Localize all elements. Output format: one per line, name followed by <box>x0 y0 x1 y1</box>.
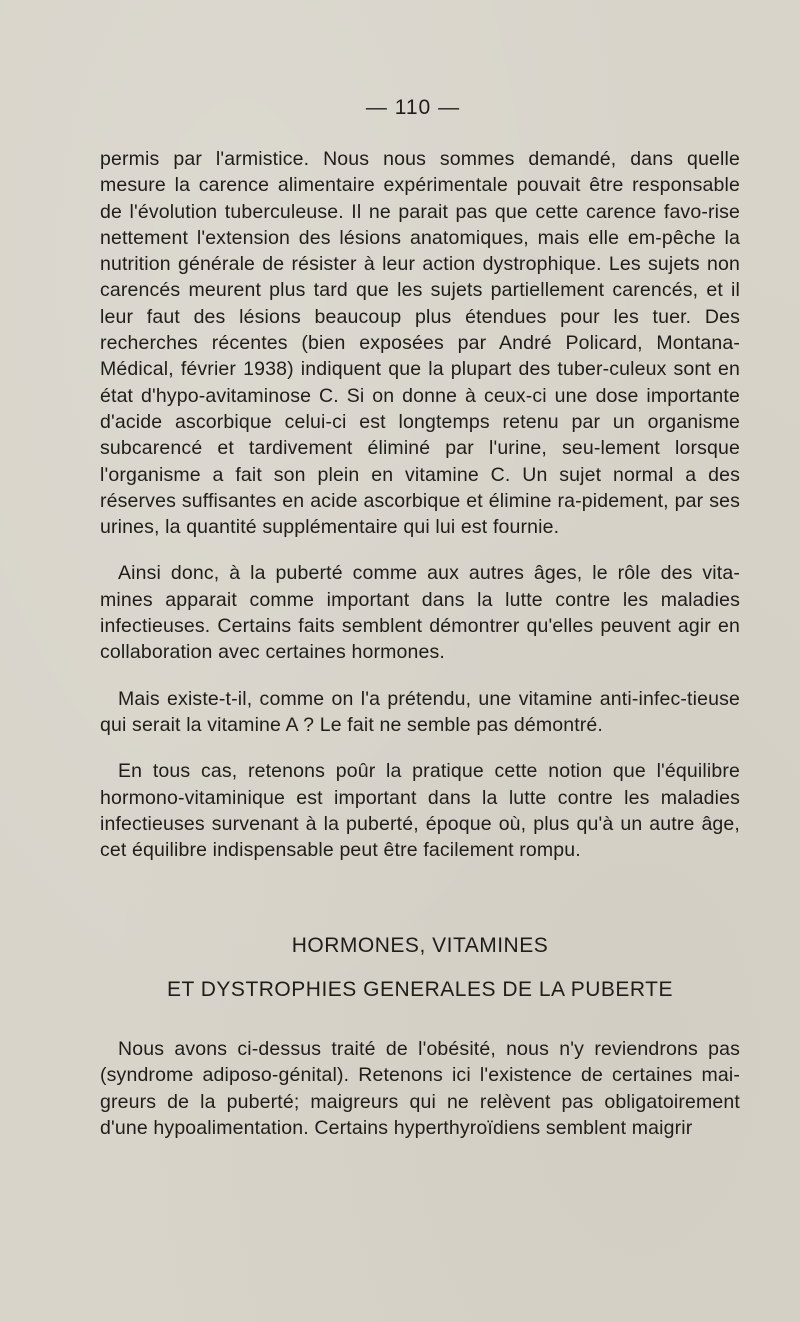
body-text <box>100 146 740 863</box>
section-heading-line-1: HORMONES, VITAMINES <box>291 934 549 957</box>
paragraph-4: En tous cas, retenons poûr la pratique cette notion que l'équilibre hormono-vitaminique est important dans la lutte contre les maladies infectieuses survenant à la puberté, époque où, plus qu'à un autre âge, cet équilibre indispensable peut être facilement rompu. <box>100 760 740 862</box>
paragraph-2: Ainsi donc, à la puberté comme aux autres âges, le rôle des vita-mines apparait comme important dans la lutte contre les maladies infectieuses. Certains faits semblent démontrer qu'elles peuvent agir en collaboration avec certaines hormones. <box>100 562 740 664</box>
section-paragraph-1: Nous avons ci-dessus traité de l'obésité, nous n'y reviendrons pas (syndrome adiposo-génital). Retenons ici l'existence de certaines mai-greurs de la puberté; maigreurs qui ne relèvent pas obligatoirement d'une hypoalimentation. Certains hyperthyroïdiens semblent maigrir <box>100 1038 740 1139</box>
section-heading-line-2: ET DYSTROPHIES GENERALES DE LA PUBERTE <box>166 978 674 1001</box>
paragraph-1: permis par l'armistice. Nous nous sommes demandé, dans quelle mesure la carence alimentaire expérimentale pouvait être responsable de l'évolution tuberculeuse. Il ne parait pas que cette carence favo-rise nettement l'extension des lésions anatomiques, mais elle em-pêche la nutrition générale de résister à leur action dystrophique. Les sujets non carencés meurent plus tard que les sujets partiellement carencés, et il leur faut des lésions beaucoup plus étendues pour les tuer. Des recherches récentes (bien exposées par André Policard, Montana-Médical, février 1938) indiquent que la plupart des tuber-culeux sont en état d'hypo-avitaminose C. Si on donne à ceux-ci une dose importante d'acide ascorbique celui-ci est longtemps retenu par un organisme subcarencé et tardivement éliminé par l'urine, seu-lement lorsque l'organisme a fait son plein en vitamine C. Un sujet normal a des réserves suffisantes en acide ascorbique et élimine ra-pidement, par ses urines, la quantité supplémentaire qui lui est fournie. <box>100 148 740 539</box>
page-number: — 110 — <box>365 96 461 119</box>
section-body <box>100 1036 740 1141</box>
paragraph-3: Mais existe-t-il, comme on l'a prétendu, une vitamine anti-infec-tieuse qui serait la vitamine A ? Le fait ne semble pas démontré. <box>100 687 740 736</box>
